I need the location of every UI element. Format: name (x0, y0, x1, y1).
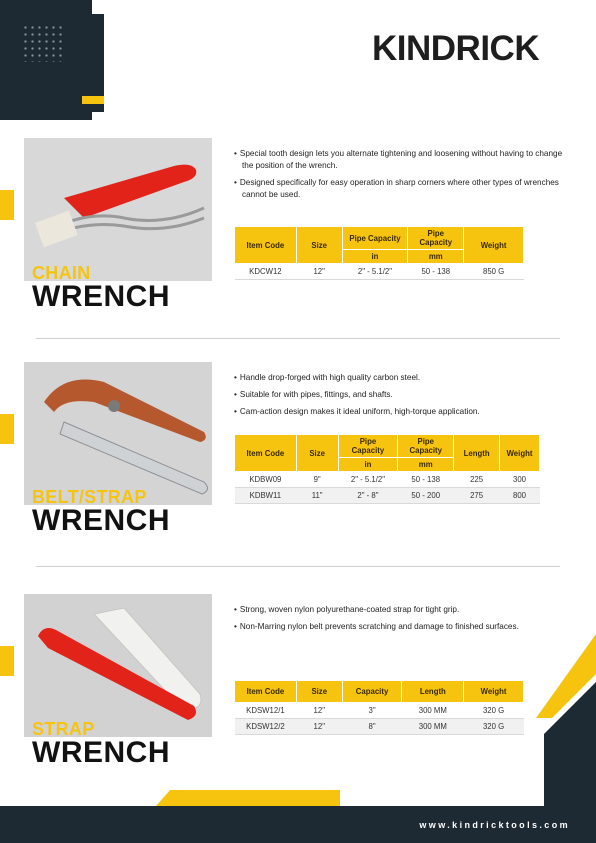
table-row (235, 264, 524, 280)
col-header: Size (296, 227, 342, 264)
col-header: Length (402, 681, 464, 703)
col-header: Weight (464, 681, 524, 703)
cell: 850 G (464, 264, 524, 280)
cell: 2" - 5.1/2" (338, 472, 398, 488)
spec-table-chain (234, 226, 524, 280)
chain-wrench-image (24, 138, 212, 281)
col-header: Pipe Capacity (342, 227, 408, 250)
cell: 275 (454, 488, 500, 504)
col-header: Pipe Capacity (408, 227, 464, 250)
spec-table-belt (234, 434, 540, 504)
cell: 800 (500, 488, 540, 504)
feature-list (234, 604, 579, 638)
cell: KDCW12 (235, 264, 297, 280)
strap-wrench-photo (24, 594, 212, 737)
chain-wrench-photo (24, 138, 212, 281)
strap-wrench-image (24, 594, 212, 737)
col-header: Size (296, 681, 342, 703)
section-divider (36, 566, 560, 567)
top-right-accent (570, 0, 596, 40)
cell: 11" (296, 488, 338, 504)
feature-item: • Special tooth design lets you alternate tightening and loosening without having to change the position of the wrench. (234, 148, 574, 172)
kindrick-logo: KINDRICK (372, 29, 540, 68)
col-header: Weight (464, 227, 524, 264)
section-accent-bar (0, 414, 14, 444)
table-row (235, 488, 540, 504)
table-row (235, 472, 540, 488)
header-dot-pattern (22, 24, 62, 62)
cell: 300 MM (402, 719, 464, 735)
cell: 50 - 138 (408, 264, 464, 280)
table-row (235, 719, 524, 735)
feature-item: • Handle drop-forged with high quality carbon steel. (234, 372, 574, 384)
cell: 2" - 5.1/2" (342, 264, 408, 280)
col-header: Length (454, 435, 500, 472)
cell: 9" (296, 472, 338, 488)
cell: 12" (296, 264, 342, 280)
cell: 3" (342, 703, 402, 719)
cell: KDSW12/2 (235, 719, 297, 735)
cell: 2" - 8" (338, 488, 398, 504)
unit-header: mm (398, 458, 454, 472)
col-header: Item Code (235, 227, 297, 264)
section-divider (36, 338, 560, 339)
cell: 320 G (464, 703, 524, 719)
section-accent-bar (0, 646, 14, 676)
cell: 225 (454, 472, 500, 488)
cell: KDBW09 (235, 472, 297, 488)
section-title: WRENCH (32, 736, 170, 769)
col-header: Item Code (235, 435, 297, 472)
cell: 8" (342, 719, 402, 735)
cell: 50 - 200 (398, 488, 454, 504)
unit-header: mm (408, 250, 464, 264)
cell: 300 MM (402, 703, 464, 719)
feature-item: • Non-Marring nylon belt prevents scratching and damage to finished surfaces. (234, 621, 579, 633)
col-header: Weight (500, 435, 540, 472)
col-header: Size (296, 435, 338, 472)
cell: KDBW11 (235, 488, 297, 504)
col-header: Capacity (342, 681, 402, 703)
feature-list (234, 372, 574, 423)
section-category: CHAIN (32, 263, 91, 283)
corner-decoration (526, 634, 596, 809)
section-category: BELT/STRAP (32, 487, 147, 507)
table-row (235, 703, 524, 719)
cell: KDSW12/1 (235, 703, 297, 719)
spec-table-strap (234, 680, 524, 735)
feature-item: • Suitable for with pipes, fittings, and shafts. (234, 389, 574, 401)
section-category: STRAP (32, 719, 95, 739)
belt-wrench-photo (24, 362, 212, 505)
belt-wrench-image (24, 362, 212, 505)
cell: 320 G (464, 719, 524, 735)
section-title: WRENCH (32, 280, 170, 313)
feature-item: • Cam-action design makes it ideal uniform, high-torque application. (234, 406, 574, 418)
col-header: Pipe Capacity (398, 435, 454, 458)
section-title: WRENCH (32, 504, 170, 537)
website-link[interactable]: www.kindricktools.com (419, 820, 570, 830)
footer-bar (0, 806, 596, 843)
section-accent-bar (0, 190, 14, 220)
cell: 12" (296, 719, 342, 735)
feature-item: • Strong, woven nylon polyurethane-coated strap for tight grip. (234, 604, 579, 616)
cell: 12" (296, 703, 342, 719)
col-header: Item Code (235, 681, 297, 703)
cell: 50 - 138 (398, 472, 454, 488)
cell: 300 (500, 472, 540, 488)
feature-item: • Designed specifically for easy operation in sharp corners where other types of wrenches cannot be used. (234, 177, 574, 201)
unit-header: in (342, 250, 408, 264)
feature-list (234, 148, 574, 206)
unit-header: in (338, 458, 398, 472)
col-header: Pipe Capacity (338, 435, 398, 458)
